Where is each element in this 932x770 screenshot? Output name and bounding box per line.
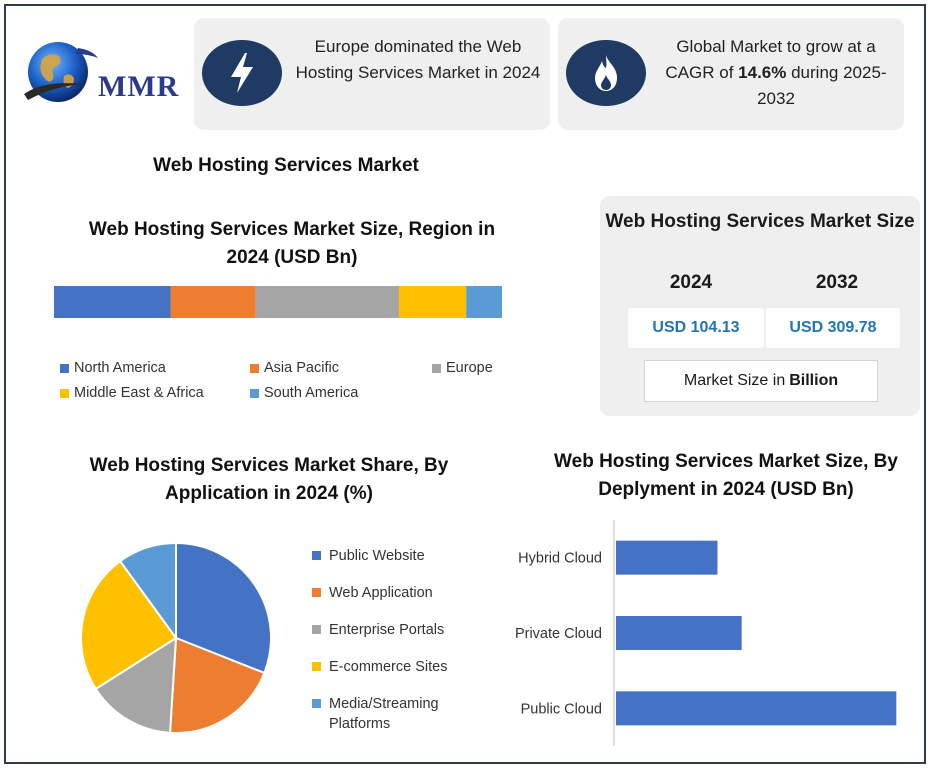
region-segment-north-america xyxy=(54,286,170,318)
bar-private-cloud xyxy=(616,616,742,650)
legend-label: Web Application xyxy=(329,585,433,601)
region-segment-middle-east-africa xyxy=(399,286,466,318)
main-title: Web Hosting Services Market xyxy=(153,155,419,176)
region-legend-item xyxy=(250,360,339,376)
market-size-unit xyxy=(644,360,878,402)
unit-prefix: Market Size in xyxy=(683,372,786,389)
market-size-card xyxy=(600,196,920,416)
bar-hybrid-cloud xyxy=(616,541,718,575)
pie-chart-title: Web Hosting Services Market Share, By Application in 2024 (%) xyxy=(89,455,449,504)
region-stacked-bar xyxy=(52,284,502,320)
info-card-cagr xyxy=(558,18,904,130)
pie-legend-item xyxy=(312,546,425,566)
legend-label: Public Website xyxy=(329,548,425,564)
lightning-icon-badge xyxy=(202,40,282,106)
info-card-europe xyxy=(194,18,550,130)
legend-swatch xyxy=(60,389,69,398)
legend-label: North America xyxy=(74,360,166,376)
info-text-europe: Europe dominated the Web Hosting Services Market in 2024 xyxy=(295,37,541,82)
legend-swatch xyxy=(250,364,259,373)
flame-icon-badge xyxy=(566,40,646,106)
category-label: Private Cloud xyxy=(514,626,602,642)
legend-swatch xyxy=(432,364,441,373)
deployment-bar-chart xyxy=(486,518,916,748)
legend-swatch xyxy=(250,389,259,398)
flame-icon xyxy=(591,53,621,93)
legend-label: Enterprise Portals xyxy=(329,622,445,638)
cagr-text-after: during 2025-2032 xyxy=(757,63,887,108)
legend-label: Europe xyxy=(446,360,493,376)
region-legend-item xyxy=(432,360,493,376)
pie-legend-item xyxy=(312,583,433,603)
legend-label: E-commerce Sites xyxy=(329,659,448,675)
infographic-frame xyxy=(4,4,926,764)
legend-swatch xyxy=(60,364,69,373)
legend-label: Media/Streaming Platforms xyxy=(329,696,439,732)
region-segment-europe xyxy=(256,286,399,318)
unit-bold: Billion xyxy=(789,372,839,389)
cagr-value: 14.6% xyxy=(738,63,787,82)
legend-swatch xyxy=(312,625,321,634)
legend-label: Middle East & Africa xyxy=(74,385,204,401)
value-2024: USD 104.13 xyxy=(628,308,764,348)
legend-swatch xyxy=(312,551,321,560)
legend-swatch xyxy=(312,662,321,671)
info-text-cagr xyxy=(658,34,894,112)
legend-label: Asia Pacific xyxy=(264,360,339,376)
globe-icon xyxy=(18,36,108,112)
region-legend-item xyxy=(60,385,204,401)
mmr-logo xyxy=(18,36,188,112)
legend-label: South America xyxy=(264,385,359,401)
region-segment-asia-pacific xyxy=(170,286,255,318)
legend-swatch xyxy=(312,699,321,708)
category-label: Hybrid Cloud xyxy=(518,550,602,567)
market-size-title: Web Hosting Services Market Size xyxy=(605,211,915,232)
lightning-icon xyxy=(225,51,259,95)
legend-swatch xyxy=(312,588,321,597)
deployment-chart-title: Web Hosting Services Market Size, By Deplyment in 2024 (USD Bn) xyxy=(554,451,898,500)
cagr-text-before: Global Market to grow at a CAGR of xyxy=(665,37,876,82)
application-pie-chart xyxy=(76,538,276,738)
logo-text: MMR xyxy=(98,70,180,103)
category-label: Public Cloud xyxy=(520,701,602,718)
region-legend-item xyxy=(250,385,358,401)
region-chart-title: Web Hosting Services Market Size, Region in 2024 (USD Bn) xyxy=(88,219,496,268)
year-2032-label: 2032 xyxy=(815,272,859,293)
value-2032: USD 309.78 xyxy=(766,308,900,348)
pie-legend-item xyxy=(312,620,444,640)
pie-legend-item xyxy=(312,657,447,677)
region-segment-south-america xyxy=(466,286,502,318)
region-legend-item xyxy=(60,360,166,376)
year-2024-label: 2024 xyxy=(669,272,713,293)
bar-public-cloud xyxy=(616,691,896,725)
region-legend xyxy=(60,356,510,408)
pie-legend-item xyxy=(312,694,439,734)
